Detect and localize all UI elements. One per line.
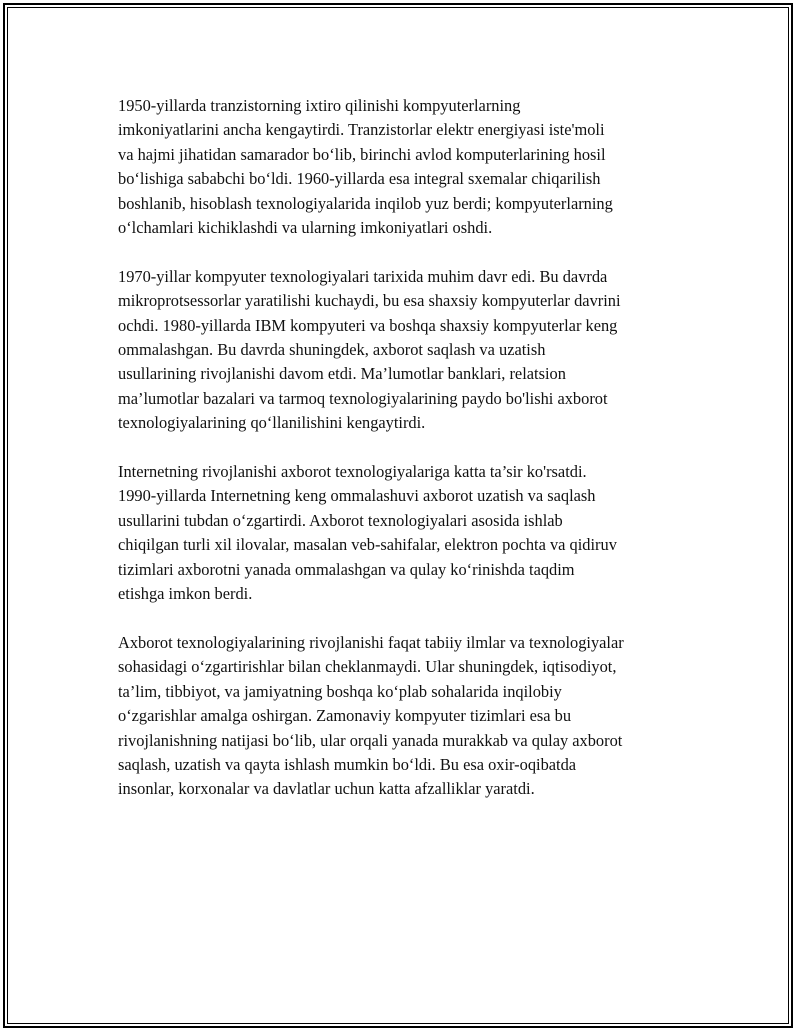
paragraph-internet: Internetning rivojlanishi axborot texnologiyalariga katta ta’sir ko'rsatdi. 1990-yillarda Internetning keng ommalashuvi axborot uzatish va saqlash usullarini tubdan o‘zgartirdi. Axborot texnologiyalari asosida ishlab chiqilgan turli xil ilovalar, masalan veb-sahifalar, elektron pochta va qidiruv tizimlari axborotni yanada ommalashgan va qulay ko‘rinishda taqdim etishga imkon berdi. (118, 462, 617, 604)
paragraph-transistors: 1950-yillarda tranzistorning ixtiro qilinishi kompyuterlarning imkoniyatlarini ancha kengaytirdi. Tranzistorlar elektr energiyasi iste'moli va hajmi jihatidan samarador bo‘lib, birinchi avlod komputerlarining hosil bo‘lishiga sababchi bo‘ldi. 1960-yillarda esa integral sxemalar chiqarilish boshlanib, hisoblash texnologiyalarida inqilob yuz berdi; kompyuterlarning o‘lchamlari kichiklashdi va ularning imkoniyatlari oshdi. (118, 96, 613, 238)
paragraph-microprocessors: 1970-yillar kompyuter texnologiyalari tarixida muhim davr edi. Bu davrda mikroprotsessorlar yaratilishi kuchaydi, bu esa shaxsiy kompyuterlar davrini ochdi. 1980-yillarda IBM kompyuteri va boshqa shaxsiy kompyuterlar keng ommalashgan. Bu davrda shuningdek, axborot saqlash va uzatish usullarining rivojlanishi davom etdi. Ma’lumotlar banklari, relatsion ma’lumotlar bazalari va tarmoq texnologiyalarining paydo bo'lishi axborot texnologiyalarining qo‘llanilishini kengaytirdi. (118, 266, 621, 433)
document-body (118, 94, 698, 826)
paragraph-impact: Axborot texnologiyalarining rivojlanishi faqat tabiiy ilmlar va texnologiyalar sohasidagi o‘zgartirishlar bilan cheklanmaydi. Ular shuningdek, iqtisodiyot, ta’lim, tibbiyot, va jamiyatning boshqa ko‘plab sohalarida inqilobiy o‘zgarishlar amalga oshirgan. Zamonaviy kompyuter tizimlari esa bu rivojlanishning natijasi bo‘lib, ular orqali yanada murakkab va qulay axborot saqlash, uzatish va qayta ishlash mumkin bo‘ldi. Bu esa oxir-oqibatda insonlar, korxonalar va davlatlar uchun katta afzalliklar yaratdi. (118, 632, 624, 799)
